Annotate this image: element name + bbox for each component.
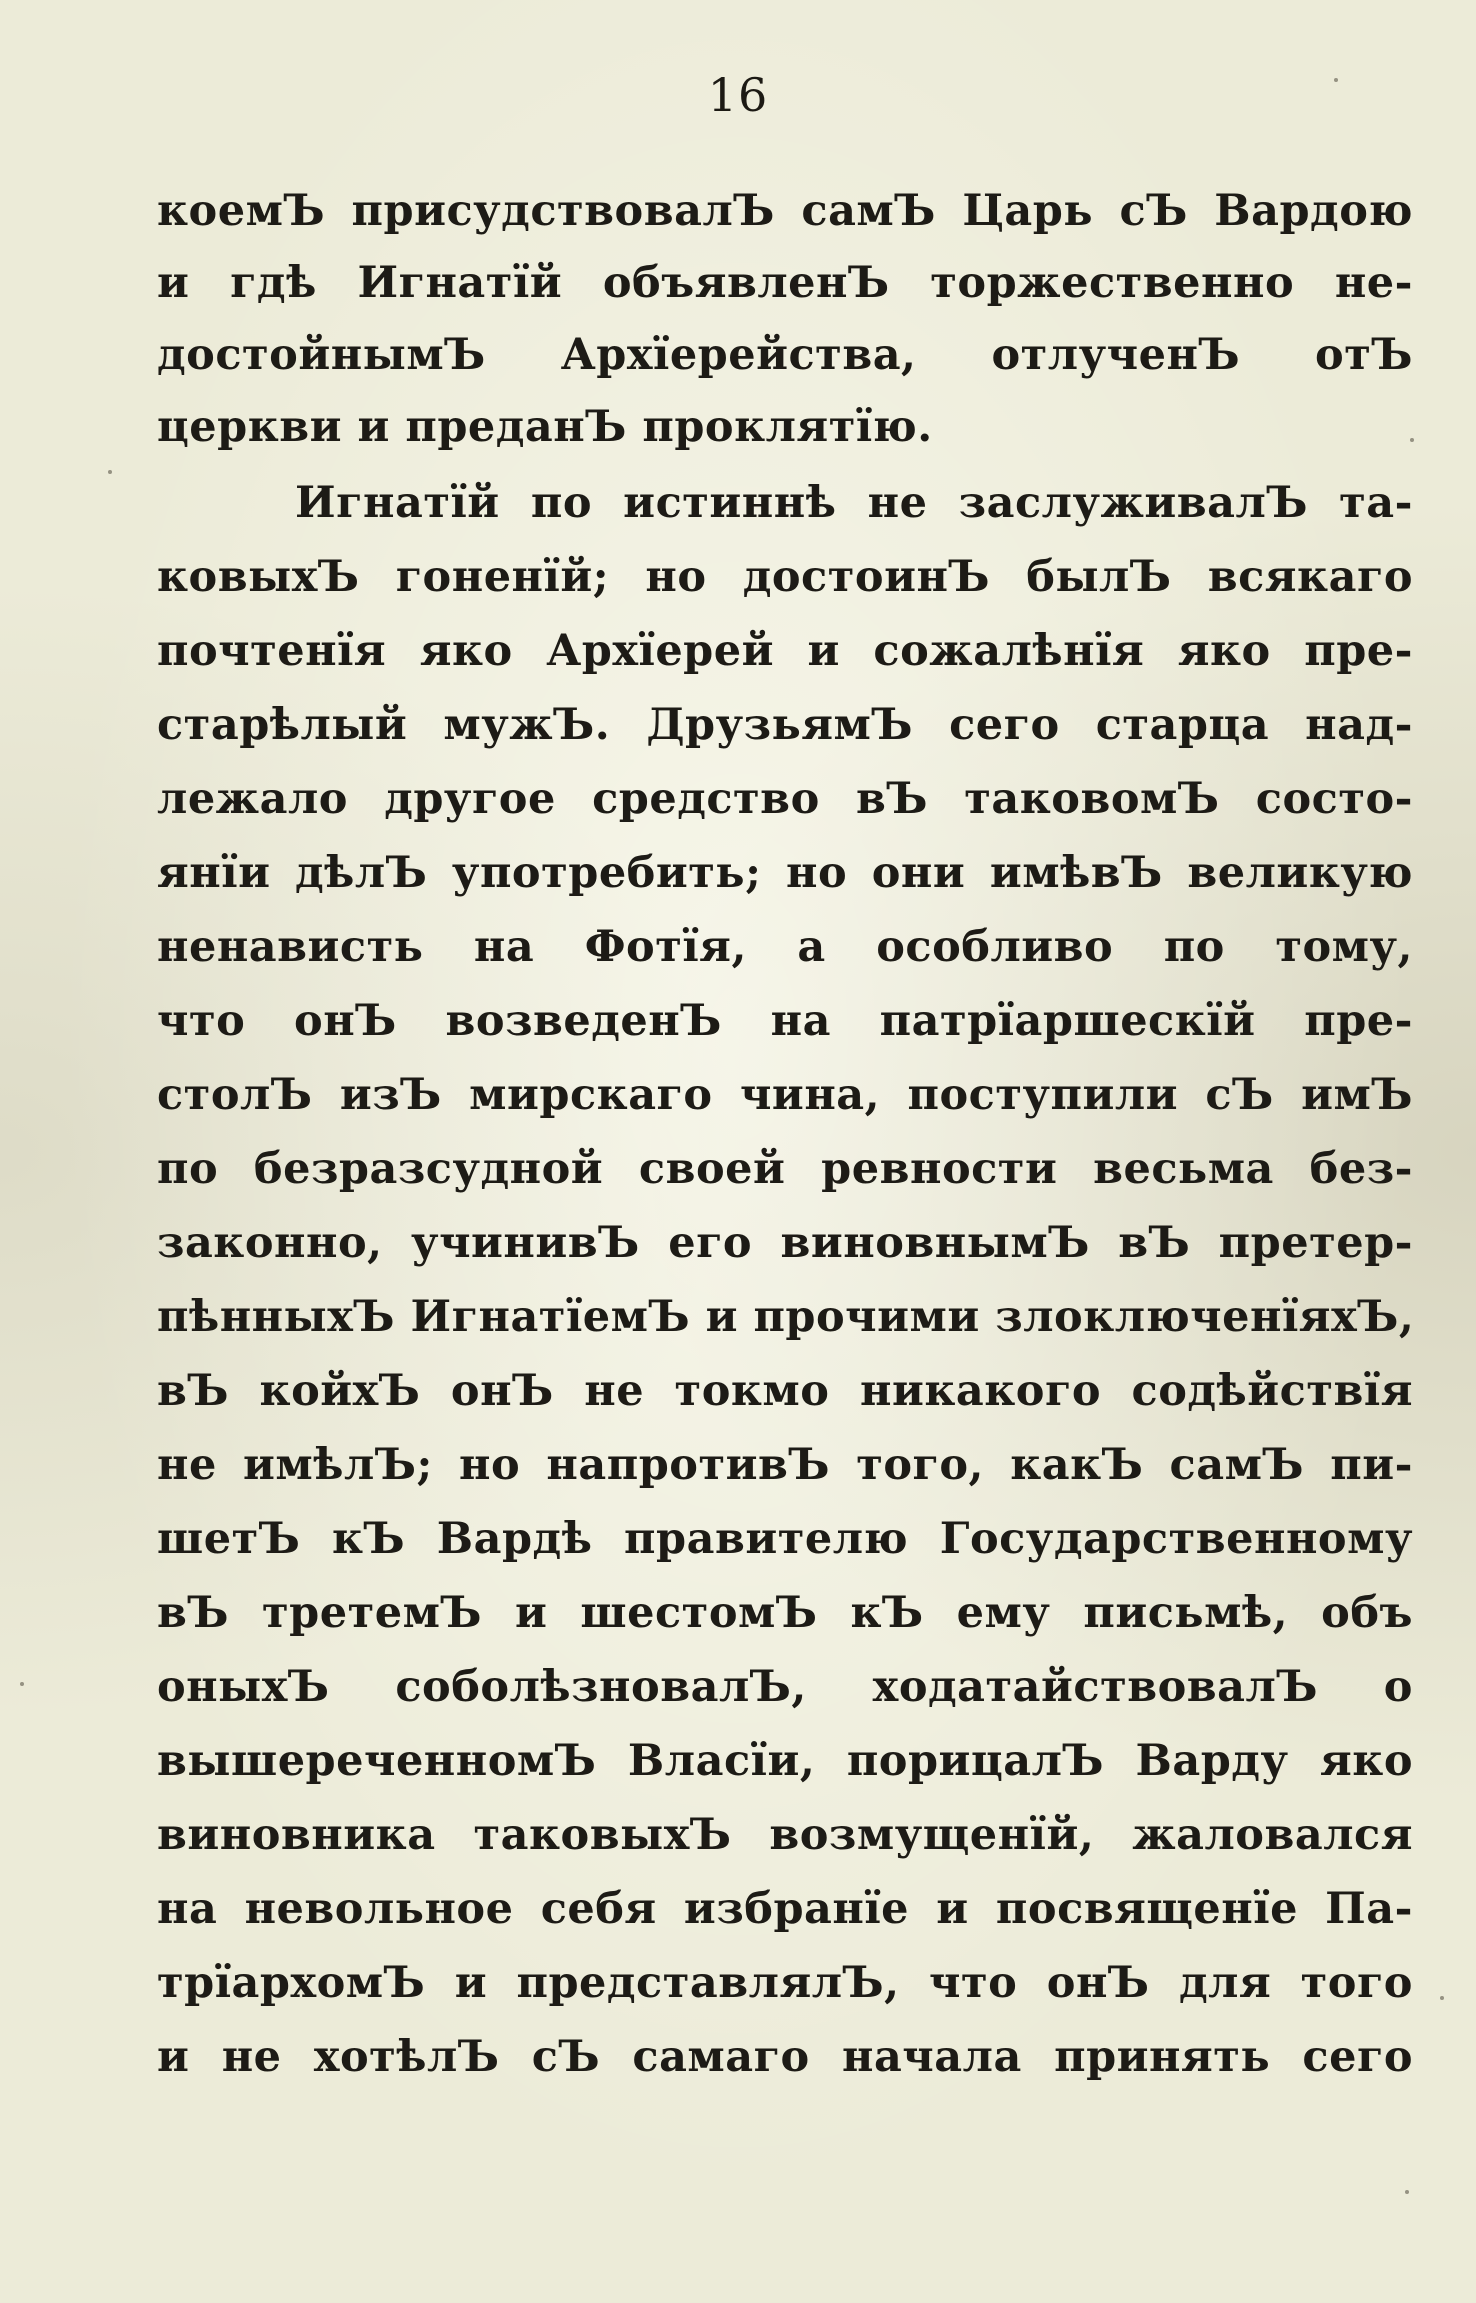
text-line: по безразсудной своей ревности весьма без- [157,1144,1413,1194]
paper-speck [20,1682,24,1686]
text-line: ненависть на Фотїя, а особливо по тому, [157,922,1413,972]
text-line: шетЪ кЪ Вардѣ правителю Государственному [157,1514,1413,1564]
paragraph-first-line: Игнатїй по истиннѣ не заслуживалЪ та- [295,478,1413,528]
text-line: и гдѣ Игнатїй объявленЪ торжественно не- [157,258,1413,308]
text-line: столЪ изЪ мирскаго чина, поступили сЪ имЪ [157,1070,1413,1120]
text-line: виновника таковыхЪ возмущенїй, жаловался [157,1810,1413,1860]
text-line: церкви и преданЪ проклятїю. [157,402,933,452]
text-line: вЪ койхЪ онЪ не токмо никакого содѣйствїя [157,1366,1413,1416]
paper-speck [108,470,112,474]
paper-speck [1334,78,1338,82]
text-line: старѣлый мужЪ. ДрузьямЪ сего старца над- [157,700,1413,750]
paper-speck [1440,1996,1444,2000]
text-line: янїи дѣлЪ употребить; но они имѣвЪ великую [157,848,1413,898]
text-line: вЪ третемЪ и шестомЪ кЪ ему письмѣ, объ [157,1588,1413,1638]
text-line: почтенїя яко Архїерей и сожалѣнїя яко пре- [157,626,1413,676]
text-line: ковыхЪ гоненїй; но достоинЪ былЪ всякаго [157,552,1413,602]
text-line: законно, учинивЪ его виновнымЪ вЪ претер- [157,1218,1413,1268]
text-line: пѣнныхЪ ИгнатїемЪ и прочими злоключенїяхЪ, [157,1292,1415,1342]
text-line: и не хотѣлЪ сЪ самаго начала принять сего [157,2032,1413,2082]
text-line: не имѣлЪ; но напротивЪ того, какЪ самЪ пи- [157,1440,1413,1490]
paper-speck [1405,2190,1409,2194]
text-line: вышереченномЪ Власїи, порицалЪ Варду яко [157,1736,1413,1786]
text-line: трїархомЪ и представлялЪ, что онЪ для того [157,1958,1413,2008]
text-line: коемЪ присудствовалЪ самЪ Царь сЪ Вардою [157,186,1413,236]
text-line: оныхЪ соболѣзновалЪ, ходатайствовалЪ о [157,1662,1413,1712]
text-line: достойнымЪ Архїерейства, отлученЪ отЪ [157,330,1413,380]
page-number: 16 [707,68,769,122]
paper-speck [1410,438,1414,442]
text-line: на невольное себя избранїе и посвященїе Па- [157,1884,1413,1934]
text-line: что онЪ возведенЪ на патрїаршескїй пре- [157,996,1413,1046]
text-line: лежало другое средство вЪ таковомЪ состо- [157,774,1413,824]
